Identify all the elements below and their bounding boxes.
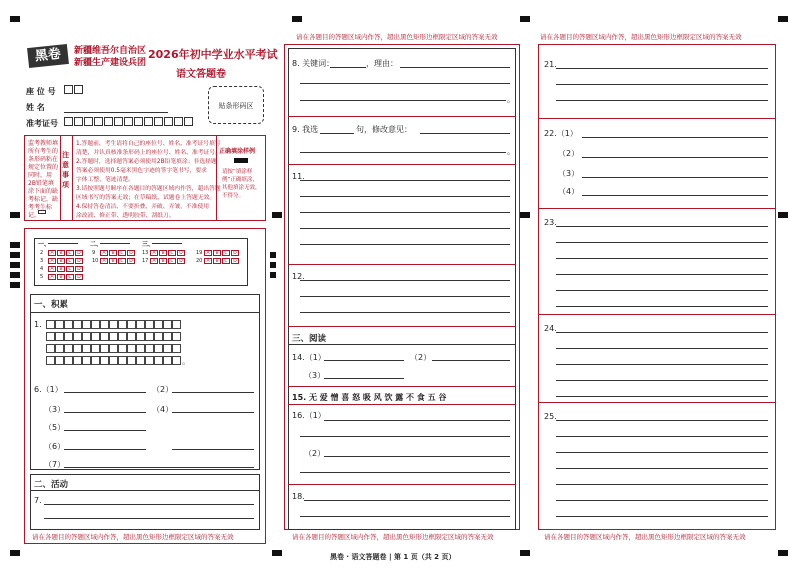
notice-title: 注意事项 (62, 151, 69, 189)
grid-cell[interactable] (109, 344, 118, 353)
answer-line[interactable] (330, 67, 366, 68)
choice-question-number: 4 (40, 266, 44, 272)
q22-1-label: 22.（1） (544, 129, 578, 138)
grid-cell[interactable] (136, 356, 145, 365)
grid-cell[interactable] (100, 320, 109, 329)
answer-line[interactable] (556, 100, 768, 101)
grid-cell[interactable] (145, 356, 154, 365)
id-digit-box[interactable] (154, 117, 163, 126)
answer-line[interactable] (300, 180, 510, 181)
region-line-2: 新疆生产建设兵团 (74, 58, 147, 68)
grid-cell[interactable] (91, 332, 100, 341)
divider (538, 118, 776, 119)
registration-mark (10, 550, 20, 556)
choice-option-b[interactable]: B (57, 266, 65, 272)
grid-cell[interactable] (73, 344, 82, 353)
choice-option-d[interactable]: D (231, 258, 239, 264)
choice-option-b[interactable]: B (109, 250, 117, 256)
divider (288, 404, 516, 405)
divider (538, 208, 776, 209)
answer-line[interactable] (324, 420, 510, 421)
answer-line[interactable] (300, 100, 506, 101)
choice-question-number: 3 (40, 258, 44, 264)
grid-cell[interactable] (82, 332, 91, 341)
choice-option-a[interactable]: A (100, 250, 108, 256)
notice-line: 清楚，并认真核准条形码上的座位号、姓名、准考证号。 (76, 150, 221, 156)
area-notice: 请在各题目的答题区域内作答，超出黑色矩形边框限定区域的答案无效 (32, 533, 234, 541)
answer-line[interactable] (64, 467, 254, 468)
answer-line[interactable] (556, 420, 768, 421)
answer-line[interactable] (556, 68, 768, 69)
answer-line[interactable] (556, 380, 768, 381)
area-notice: 请在各题目的答题区域内作答，超出黑色矩形边框限定区域的答案无效 (296, 33, 498, 41)
answer-line[interactable] (556, 396, 768, 397)
id-digit-box[interactable] (84, 117, 93, 126)
divider (30, 490, 260, 491)
grid-cell[interactable] (64, 344, 73, 353)
answer-line[interactable] (556, 484, 768, 485)
registration-mark (520, 16, 530, 22)
grid-cell[interactable] (127, 356, 136, 365)
grid-cell[interactable] (172, 320, 181, 329)
registration-mark (292, 16, 302, 22)
registration-mark (520, 212, 530, 218)
id-digit-box[interactable] (124, 117, 133, 126)
grid-cell[interactable] (163, 332, 172, 341)
id-digit-box[interactable] (104, 117, 113, 126)
grid-cell[interactable] (127, 320, 136, 329)
answer-line[interactable] (556, 500, 768, 501)
choice-option-d[interactable]: D (177, 250, 185, 256)
grid-cell[interactable] (82, 356, 91, 365)
grid-cell[interactable] (55, 356, 64, 365)
answer-line[interactable] (556, 364, 768, 365)
seat-label: 座 位 号 (26, 87, 56, 96)
answer-line[interactable] (556, 332, 768, 333)
registration-mark (520, 550, 530, 556)
fill-example-mark (234, 158, 248, 163)
choice-option-d[interactable]: D (75, 274, 83, 280)
grid-cell[interactable] (100, 332, 109, 341)
id-digit-box[interactable] (114, 117, 123, 126)
grid-cell[interactable] (154, 356, 163, 365)
col3-frame (538, 44, 776, 530)
absent-mark-box[interactable] (38, 210, 46, 214)
registration-mark (10, 212, 20, 218)
q6-3-label: （3） (44, 405, 66, 414)
answer-line[interactable] (172, 392, 254, 393)
grid-cell[interactable] (100, 356, 109, 365)
exam-title: 2026年初中学业水平考试 (148, 48, 278, 61)
seat-box[interactable] (74, 85, 83, 94)
choice-option-d[interactable]: D (127, 250, 135, 256)
q6-4-label: （4） (152, 405, 174, 414)
grid-cell[interactable] (64, 356, 73, 365)
grid-cell[interactable] (109, 332, 118, 341)
q12-label: 12. (292, 272, 305, 281)
choice-question-number: 9 (92, 250, 96, 256)
choice-option-d[interactable]: D (127, 258, 135, 264)
timing-mark (270, 252, 276, 258)
grid-cell[interactable] (73, 332, 82, 341)
choice-question-number: 17 (142, 258, 149, 264)
timing-mark (270, 272, 276, 278)
answer-line[interactable] (324, 360, 404, 361)
grid-cell[interactable] (55, 332, 64, 341)
answer-line[interactable] (556, 452, 768, 453)
registration-mark (10, 16, 20, 22)
section3-title: 三、阅读 (292, 334, 327, 344)
q16-1-label: 16.（1） (292, 411, 326, 420)
grid-cell[interactable] (73, 356, 82, 365)
q14-3-label: （3） (304, 371, 326, 380)
answer-line[interactable] (300, 280, 510, 281)
q14-2-label: （2） (410, 353, 432, 362)
choice-option-b[interactable]: B (57, 258, 65, 264)
grid-cell[interactable] (136, 320, 145, 329)
answer-line[interactable] (300, 516, 510, 517)
choice-option-a[interactable]: A (48, 250, 56, 256)
id-digit-box[interactable] (94, 117, 103, 126)
grid-cell[interactable] (100, 344, 109, 353)
area-notice: 请在各题目的答题区域内作答，超出黑色矩形边框限定区域的答案无效 (544, 533, 746, 541)
choice-option-d[interactable]: D (75, 266, 83, 272)
choice-option-a[interactable]: A (150, 250, 158, 256)
grid-cell[interactable] (136, 344, 145, 353)
answer-line[interactable] (44, 518, 254, 519)
answer-line[interactable] (556, 516, 768, 517)
divider (288, 116, 516, 117)
grid-cell[interactable] (64, 332, 73, 341)
q9-edit-label: 句，修改意见： (356, 125, 412, 134)
answer-line[interactable] (556, 84, 768, 85)
id-digit-box[interactable] (184, 117, 193, 126)
supervisor-note: 监考教师填所有考生的条形码粘在规定位置的同时，用2B铅笔填涂下面的缺考标记，缺考考生标记。 (28, 140, 59, 219)
choice-option-c[interactable]: C (168, 258, 176, 264)
choice-option-c[interactable]: C (66, 258, 74, 264)
choice-option-b[interactable]: B (213, 258, 221, 264)
answer-line[interactable] (44, 504, 254, 505)
notice-line: 区域书写的答案无效；在草稿纸、试题卷上答题无效。 (76, 195, 216, 201)
q6-7-label: （7） (44, 460, 66, 469)
choice-option-a[interactable]: A (48, 266, 56, 272)
answer-line[interactable] (64, 430, 146, 431)
id-digit-box[interactable] (164, 117, 173, 126)
q8-label: 8. 关键词： (292, 59, 335, 68)
answer-line[interactable] (300, 244, 510, 245)
badge-logo: 黑卷 (27, 44, 69, 68)
period-mark: 。 (507, 95, 515, 104)
q21-label: 21. (544, 60, 557, 69)
grid-cell[interactable] (172, 332, 181, 341)
grid-cell[interactable] (55, 344, 64, 353)
q1-label: 1. (34, 320, 42, 329)
answer-line[interactable] (556, 436, 768, 437)
region-line-1: 新疆维吾尔自治区 (74, 46, 147, 56)
notice-line: 字体工整、笔迹清楚。 (76, 177, 134, 183)
grid-cell[interactable] (64, 320, 73, 329)
choice-option-c[interactable]: C (118, 258, 126, 264)
id-digit-box[interactable] (174, 117, 183, 126)
barcode-area: 贴条形码区 (208, 86, 264, 124)
q7-label: 7. (34, 496, 42, 505)
registration-mark (272, 212, 282, 218)
registration-mark (778, 212, 788, 218)
seat-box[interactable] (64, 85, 73, 94)
fill-example-note: 请按“填涂样例”正确填涂，其他填涂无效，不得分。 (222, 169, 261, 199)
answer-line[interactable] (300, 152, 506, 153)
id-label: 准考证号 (26, 119, 58, 128)
choice-group-label: 二、 (90, 241, 103, 248)
q23-label: 23. (544, 218, 557, 227)
q8-reason-label: ，理由： (366, 59, 398, 68)
answer-line[interactable] (432, 360, 510, 361)
divider (48, 243, 78, 244)
answer-line[interactable] (64, 392, 146, 393)
choice-question-number: 20 (196, 258, 203, 264)
choice-question-number: 2 (40, 250, 44, 256)
divider (538, 402, 776, 403)
choice-group-label: 一、 (38, 241, 51, 248)
grid-cell[interactable] (118, 332, 127, 341)
section2-title: 二、活动 (34, 480, 69, 490)
answer-line[interactable] (300, 83, 510, 84)
grid-cell[interactable] (55, 320, 64, 329)
q6-5-label: （5） (44, 423, 66, 432)
q6-2-label: （2） (152, 385, 174, 394)
answer-line[interactable] (400, 67, 510, 68)
choice-option-b[interactable]: B (159, 250, 167, 256)
grid-cell[interactable] (118, 344, 127, 353)
grid-cell[interactable] (46, 332, 55, 341)
divider (100, 243, 130, 244)
answer-line[interactable] (300, 296, 510, 297)
q15-line: 15. 无 爱 憎 喜 怒 吸 风 饮 露 不 食 五 谷 (292, 393, 447, 402)
answer-line[interactable] (64, 412, 146, 413)
grid-cell[interactable] (163, 320, 172, 329)
q22-2-label: （2） (558, 149, 580, 158)
grid-cell[interactable] (163, 356, 172, 365)
choice-option-c[interactable]: C (222, 258, 230, 264)
choice-option-c[interactable]: C (66, 274, 74, 280)
answer-line[interactable] (320, 133, 354, 134)
registration-mark (778, 550, 788, 556)
fill-example-title: 正确填涂样例 (219, 148, 256, 155)
choice-option-b[interactable]: B (57, 274, 65, 280)
choice-option-c[interactable]: C (118, 250, 126, 256)
answer-line[interactable] (304, 500, 510, 501)
grid-cell[interactable] (145, 320, 154, 329)
divider (216, 135, 217, 221)
grid-cell[interactable] (154, 344, 163, 353)
answer-line[interactable] (556, 242, 768, 243)
notice-line: 3.请按照题号顺序在各题目的答题区域内作答，超出答题 (76, 186, 221, 192)
notice-line: 1.答题前，考生请将自己的座位号、姓名、准考证号填写 (76, 141, 221, 147)
grid-cell[interactable] (91, 344, 100, 353)
choice-option-b[interactable]: B (57, 250, 65, 256)
grid-cell[interactable] (172, 344, 181, 353)
divider (288, 344, 516, 345)
choice-option-a[interactable]: A (100, 258, 108, 264)
answer-line[interactable] (582, 195, 768, 196)
divider (30, 312, 260, 313)
q18-label: 18. (292, 492, 305, 501)
answer-line[interactable] (582, 157, 768, 158)
grid-cell[interactable] (91, 320, 100, 329)
grid-cell[interactable] (154, 332, 163, 341)
answer-line[interactable] (324, 456, 510, 457)
choice-option-b[interactable]: B (109, 258, 117, 264)
name-line[interactable] (64, 112, 168, 113)
timing-mark (10, 262, 20, 268)
id-digit-box[interactable] (134, 117, 143, 126)
choice-option-d[interactable]: D (177, 258, 185, 264)
answer-line[interactable] (300, 212, 510, 213)
choice-option-c[interactable]: C (66, 250, 74, 256)
answer-line[interactable] (300, 196, 510, 197)
choice-option-b[interactable]: B (213, 250, 221, 256)
grid-cell[interactable] (127, 344, 136, 353)
divider (60, 135, 61, 221)
grid-cell[interactable] (145, 344, 154, 353)
grid-cell[interactable] (163, 344, 172, 353)
id-digit-box[interactable] (64, 117, 73, 126)
divider (152, 243, 182, 244)
q22-3-label: （3） (558, 169, 580, 178)
choice-option-d[interactable]: D (75, 250, 83, 256)
page-footer: 黑卷 · 语文答题卷 | 第 1 页（共 2 页） (330, 553, 456, 561)
q14-1-label: 14.（1） (292, 353, 326, 362)
choice-option-d[interactable]: D (231, 250, 239, 256)
answer-line[interactable] (556, 226, 768, 227)
choice-option-a[interactable]: A (48, 258, 56, 264)
answer-line[interactable] (172, 412, 254, 413)
grid-cell[interactable] (118, 356, 127, 365)
grid-cell[interactable] (136, 332, 145, 341)
answer-line[interactable] (172, 449, 254, 450)
answer-line[interactable] (556, 306, 768, 307)
timing-mark (10, 242, 20, 248)
grid-cell[interactable] (46, 356, 55, 365)
answer-line[interactable] (582, 137, 768, 138)
period-mark: 。 (182, 357, 190, 366)
q24-label: 24. (544, 324, 557, 333)
choice-option-d[interactable]: D (75, 258, 83, 264)
choice-question-number: 10 (92, 258, 99, 264)
q9-label: 9. 我选 (292, 125, 319, 134)
grid-cell[interactable] (91, 356, 100, 365)
choice-question-number: 19 (196, 250, 203, 256)
answer-line[interactable] (556, 258, 768, 259)
notice-line: 4.保持答卷清洁、不要折叠、弄破、弄皱，不准使用 (76, 204, 210, 210)
answer-line[interactable] (324, 378, 404, 379)
choice-question-number: 5 (40, 274, 44, 280)
choice-option-a[interactable]: A (204, 258, 212, 264)
q16-2-label: （2） (304, 449, 326, 458)
grid-cell[interactable] (46, 344, 55, 353)
answer-line[interactable] (300, 472, 510, 473)
answer-line[interactable] (420, 133, 510, 134)
id-digit-box[interactable] (74, 117, 83, 126)
choice-option-a[interactable]: A (204, 250, 212, 256)
grid-cell[interactable] (82, 344, 91, 353)
choice-option-c[interactable]: C (168, 250, 176, 256)
answer-line[interactable] (556, 290, 768, 291)
grid-cell[interactable] (109, 356, 118, 365)
grid-cell[interactable] (145, 332, 154, 341)
registration-mark (778, 16, 788, 22)
notice-line: 答案必须使用0.5毫米黑色字迹的签字笔书写，要求 (76, 168, 207, 174)
registration-mark (272, 550, 282, 556)
notice-line: 涂改液、修正带、透明胶带、刮纸刀。 (76, 213, 175, 219)
notice-line: 2.答题时，选择题答案必须使用2B铅笔填涂；非选择题 (76, 159, 217, 165)
choice-question-number: 13 (142, 250, 149, 256)
answer-line[interactable] (556, 348, 768, 349)
grid-cell[interactable] (127, 332, 136, 341)
q11-label: 11. (292, 172, 305, 181)
divider (538, 314, 776, 315)
answer-line[interactable] (300, 436, 510, 437)
timing-mark (10, 282, 20, 288)
choice-option-a[interactable]: A (150, 258, 158, 264)
divider (288, 326, 516, 327)
choice-option-c[interactable]: C (222, 250, 230, 256)
timing-mark (270, 262, 276, 268)
answer-line[interactable] (556, 468, 768, 469)
answer-line[interactable] (300, 228, 510, 229)
grid-cell[interactable] (172, 356, 181, 365)
choice-option-a[interactable]: A (48, 274, 56, 280)
section1-title: 一、积累 (34, 300, 69, 310)
q22-4-label: （4） (558, 187, 580, 196)
answer-line[interactable] (64, 449, 146, 450)
q6-6-label: （6） (44, 442, 66, 451)
answer-line[interactable] (300, 312, 510, 313)
grid-cell[interactable] (109, 320, 118, 329)
id-digit-box[interactable] (144, 117, 153, 126)
choice-option-c[interactable]: C (66, 266, 74, 272)
choice-group-label: 三、 (142, 241, 155, 248)
divider (288, 386, 516, 387)
area-notice: 请在各题目的答题区域内作答，超出黑色矩形边框限定区域的答案无效 (540, 33, 742, 41)
period-mark: 。 (507, 147, 515, 156)
subject-title: 语文答题卷 (176, 69, 226, 80)
grid-cell[interactable] (46, 320, 55, 329)
grid-cell[interactable] (82, 320, 91, 329)
grid-cell[interactable] (154, 320, 163, 329)
q25-label: 25. (544, 412, 557, 421)
name-label: 姓 名 (26, 103, 45, 112)
divider (288, 264, 516, 265)
grid-cell[interactable] (73, 320, 82, 329)
q6-1-label: 6.（1） (34, 385, 63, 394)
area-notice: 请在各题目的答题区域内作答，超出黑色矩形边框限定区域的答案无效 (292, 533, 494, 541)
divider (72, 135, 73, 221)
timing-mark (10, 252, 20, 258)
timing-mark (10, 272, 20, 278)
answer-line[interactable] (582, 177, 768, 178)
divider (288, 484, 516, 485)
answer-line[interactable] (556, 274, 768, 275)
choice-option-b[interactable]: B (159, 258, 167, 264)
divider (288, 164, 516, 165)
grid-cell[interactable] (118, 320, 127, 329)
